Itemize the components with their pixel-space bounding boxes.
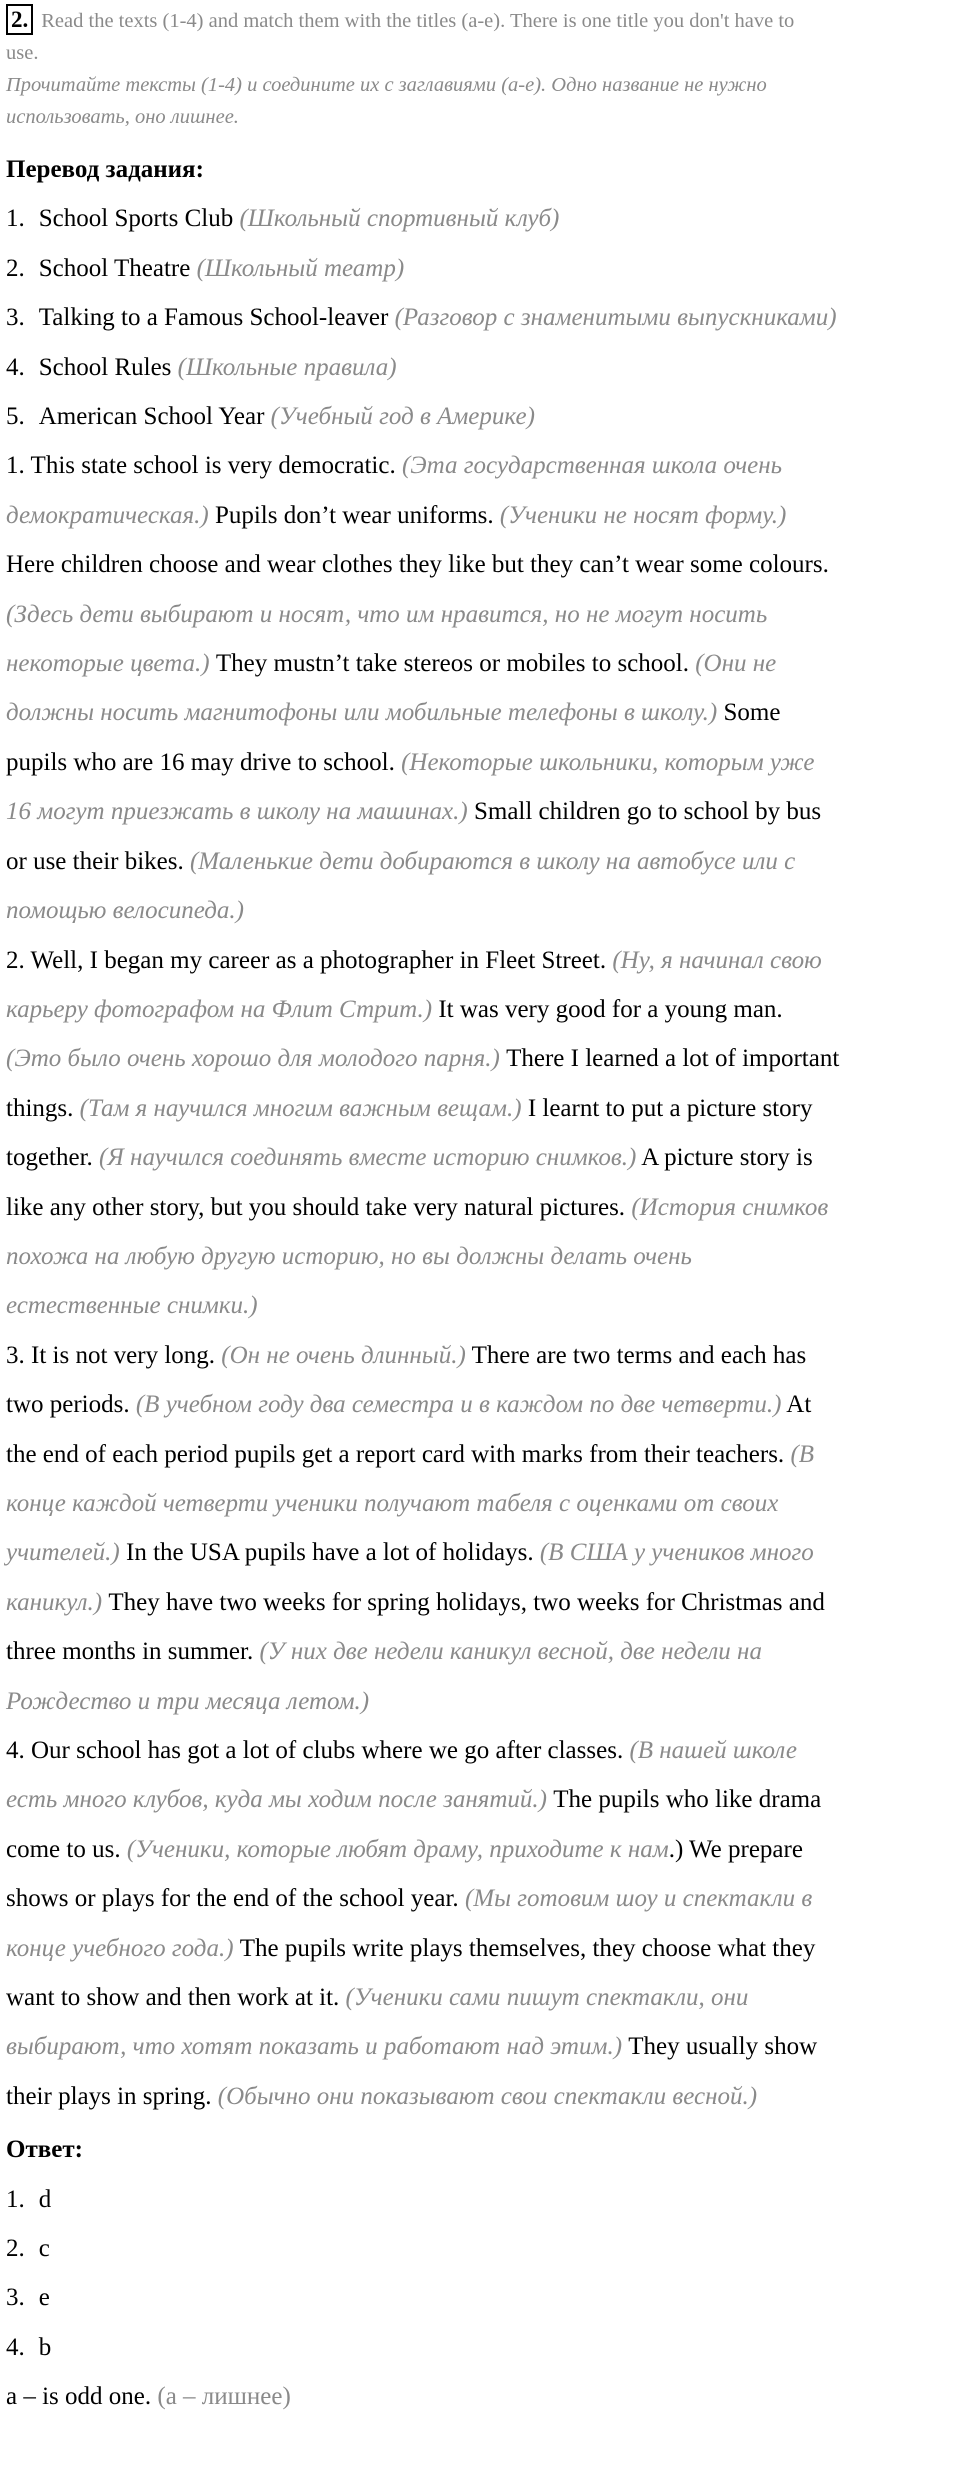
title-ru: (Школьный спортивный клуб) (239, 205, 560, 233)
text-line (6, 1924, 958, 1973)
text-line (6, 1084, 958, 1133)
text-line (6, 787, 958, 836)
text-line (6, 688, 958, 737)
title-item (6, 293, 958, 342)
translation-segment: (Это было очень хорошо для молодого парня.) (6, 1045, 500, 1073)
english-segment: They have two weeks for spring holidays, two weeks for Christmas and (102, 1588, 825, 1616)
english-segment: Small children go to school by bus (467, 798, 822, 826)
translation-segment: конце учебного года.) (6, 1934, 234, 1962)
text-line (6, 1825, 958, 1874)
english-segment: want to show and then work at it. (6, 1984, 346, 2012)
translation-segment: помощью велосипеда.) (6, 897, 244, 925)
answers-list (6, 2175, 958, 2373)
translation-segment: (Он не очень длинный.) (221, 1341, 466, 1369)
translation-segment: (История снимков (631, 1193, 829, 1221)
translation-segment: (Ученики не носят форму.) (499, 501, 787, 529)
text-line (6, 1133, 958, 1182)
english-segment: There are two terms and each has (465, 1341, 807, 1369)
title-item (6, 194, 958, 243)
translation-segment: (В США у учеников много (539, 1539, 814, 1567)
english-segment: The pupils write plays themselves, they choose what they (233, 1934, 816, 1962)
text-line (6, 1034, 958, 1083)
translation-segment: похожа на любую другую историю, но вы должны делать очень (6, 1242, 692, 1270)
translation-segment: каникул.) (6, 1588, 103, 1616)
answer-number: 1. (6, 2185, 25, 2213)
titles-list (6, 194, 958, 441)
title-number: 3. (6, 304, 25, 332)
text-line (6, 886, 958, 935)
translation-segment: (Ученики, которые любят драму, приходите к нам (126, 1835, 669, 1863)
translation-segment: должны носить магнитофоны или мобильные телефоны в школу.) (6, 699, 718, 727)
translation-segment: Рождество и три месяца летом.) (6, 1687, 370, 1715)
text-line (6, 985, 958, 1034)
instruction-en-line1: Read the texts (1-4) and match them with the titles (a-e). There is one title you don't have to (41, 10, 795, 32)
text-line (6, 1281, 958, 1330)
translation-segment: карьеру фотографом на Флит Стрит.) (6, 995, 433, 1023)
text-line (6, 1479, 958, 1528)
english-segment: like any other story, but you should take very natural pictures. (6, 1193, 632, 1221)
text-line (6, 1380, 958, 1429)
text-line (6, 1874, 958, 1923)
answer-letter: d (38, 2185, 52, 2213)
english-segment: 1. This state school is very democratic. (6, 452, 402, 480)
english-segment: In the USA pupils have a lot of holidays. (119, 1539, 540, 1567)
title-ru: (Школьные правила) (177, 353, 397, 381)
translation-segment: (Ученики сами пишут спектакли, они (345, 1984, 749, 2012)
texts-body (6, 441, 958, 2121)
translation-segment: (Маленькие дети добираются в школу на автобусе или с (189, 847, 796, 875)
answer-item (6, 2175, 958, 2224)
answer-item (6, 2323, 958, 2372)
translation-segment: (В (790, 1440, 815, 1468)
odd-one-line (6, 2372, 958, 2421)
translation-segment: (Там я научился многим важным вещам.) (79, 1094, 522, 1122)
title-number: 2. (6, 254, 25, 282)
translation-segment: 16 могут приезжать в школу на машинах.) (6, 798, 468, 826)
translation-segment: (У них две недели каникул весной, две недели на (259, 1638, 762, 1666)
translation-segment: (В учебном году два семестра и в каждом по две четверти.) (135, 1391, 782, 1419)
english-segment: shows or plays for the end of the school year. (6, 1885, 465, 1913)
text-line (6, 738, 958, 787)
answer-number: 4. (6, 2333, 25, 2361)
title-number: 4. (6, 353, 25, 381)
text-line (6, 2072, 958, 2121)
english-segment: 4. Our school has got a lot of clubs where we go after classes. (6, 1737, 630, 1764)
text-line (6, 491, 958, 540)
translation-segment: (Эта государственная школа очень (401, 452, 783, 480)
title-en: School Theatre (38, 254, 191, 282)
odd-one-en: a – is odd one. (6, 2383, 158, 2411)
english-segment: .) We prepare (668, 1835, 803, 1863)
title-ru: (Школьный театр) (196, 254, 405, 282)
answer-number: 3. (6, 2284, 25, 2312)
answer-letter: c (38, 2235, 50, 2263)
text-line (6, 1677, 958, 1726)
title-item (6, 244, 958, 293)
translation-segment: (Обычно они показывают свои спектакли весной.) (217, 2082, 758, 2110)
english-segment: come to us. (6, 1835, 127, 1863)
english-segment: their plays in spring. (6, 2082, 218, 2110)
translation-segment: (Они не (695, 650, 777, 678)
text-line (6, 1775, 958, 1824)
english-segment: It was very good for a young man. (432, 995, 783, 1023)
english-segment: Some (717, 699, 781, 727)
translation-segment: (В нашей школе (629, 1737, 798, 1764)
answer-heading: Ответ: (6, 2136, 83, 2164)
translation-segment: (Я научился соединять вместе историю снимков.) (99, 1144, 637, 1172)
text-line (6, 1726, 958, 1775)
text-line (6, 1232, 958, 1281)
title-en: School Sports Club (38, 205, 234, 233)
title-item (6, 392, 958, 441)
translation-segment: некоторые цвета.) (6, 650, 210, 678)
text-line (6, 1331, 958, 1380)
english-segment: They mustn’t take stereos or mobiles to school. (209, 650, 696, 678)
text-line (6, 540, 958, 589)
text-line (6, 1528, 958, 1577)
answer-item (6, 2273, 958, 2322)
english-segment: I learnt to put a picture story (521, 1094, 813, 1122)
english-segment: two periods. (6, 1391, 136, 1419)
text-line (6, 936, 958, 985)
translation-heading: Перевод задания: (6, 156, 204, 183)
title-ru: (Учебный год в Америке) (270, 403, 535, 431)
title-en: School Rules (38, 353, 172, 381)
task-instruction-en (6, 4, 958, 37)
text-line (6, 441, 958, 490)
english-segment: At (781, 1391, 812, 1419)
english-segment: A picture story is (636, 1144, 813, 1172)
title-number: 1. (6, 205, 25, 233)
answer-number: 2. (6, 2235, 25, 2263)
instruction-ru-line2: использовать, оно лишнее. (6, 106, 239, 128)
translation-segment: (Мы готовим шоу и спектакли в (464, 1885, 813, 1913)
translation-segment: демократическая.) (6, 501, 209, 529)
translation-segment: конце каждой четверти ученики получают табеля с оценками от своих (6, 1489, 779, 1517)
task-number: 2. (6, 4, 33, 35)
translation-segment: (Здесь дети выбирают и носят, что им нравится, но не могут носить (6, 600, 768, 628)
translation-segment: выбирают, что хотят показать и работают над этим.) (6, 2033, 623, 2061)
english-segment: 2. Well, I began my career as a photographer in Fleet Street. (6, 946, 613, 974)
translation-segment: (Некоторые школьники, которым уже (401, 748, 815, 776)
text-line (6, 1578, 958, 1627)
english-segment: together. (6, 1144, 100, 1172)
english-segment: the end of each period pupils get a report card with marks from their teachers. (6, 1440, 791, 1468)
english-segment: 3. It is not very long. (6, 1341, 222, 1369)
odd-one-ru: (a – лишнее) (157, 2383, 291, 2411)
english-segment: or use their bikes. (6, 847, 190, 875)
english-segment: The pupils who like drama (546, 1786, 822, 1814)
english-segment: things. (6, 1094, 80, 1122)
english-segment: They usually show (622, 2033, 818, 2061)
text-line (6, 1183, 958, 1232)
text-line (6, 1627, 958, 1676)
english-segment: pupils who are 16 may drive to school. (6, 748, 402, 776)
translation-segment: учителей.) (6, 1539, 120, 1567)
english-segment: Pupils don’t wear uniforms. (208, 501, 500, 529)
text-line (6, 590, 958, 639)
answer-letter: e (38, 2284, 50, 2312)
english-segment: Here children choose and wear clothes they like but they can’t wear some colours. (6, 551, 829, 579)
instruction-ru-line1: Прочитайте тексты (1-4) и соедините их с заглавиями (a-e). Одно название не нужно (6, 74, 767, 96)
title-item (6, 343, 958, 392)
translation-segment: (Ну, я начинал свою (612, 946, 822, 974)
answer-letter: b (38, 2333, 52, 2361)
english-segment: There I learned a lot of important (499, 1045, 840, 1073)
title-number: 5. (6, 403, 25, 431)
title-en: Talking to a Famous School-leaver (38, 304, 389, 332)
text-line (6, 639, 958, 688)
answer-item (6, 2224, 958, 2273)
instruction-en-line2: use. (6, 42, 39, 64)
text-line (6, 2022, 958, 2071)
translation-segment: естественные снимки.) (6, 1292, 258, 1320)
translation-segment: есть много клубов, куда мы ходим после занятий.) (6, 1786, 547, 1814)
text-line (6, 837, 958, 886)
text-line (6, 1973, 958, 2022)
title-ru: (Разговор с знаменитыми выпускниками) (394, 304, 837, 332)
english-segment: three months in summer. (6, 1638, 260, 1666)
text-line (6, 1430, 958, 1479)
title-en: American School Year (38, 403, 265, 431)
